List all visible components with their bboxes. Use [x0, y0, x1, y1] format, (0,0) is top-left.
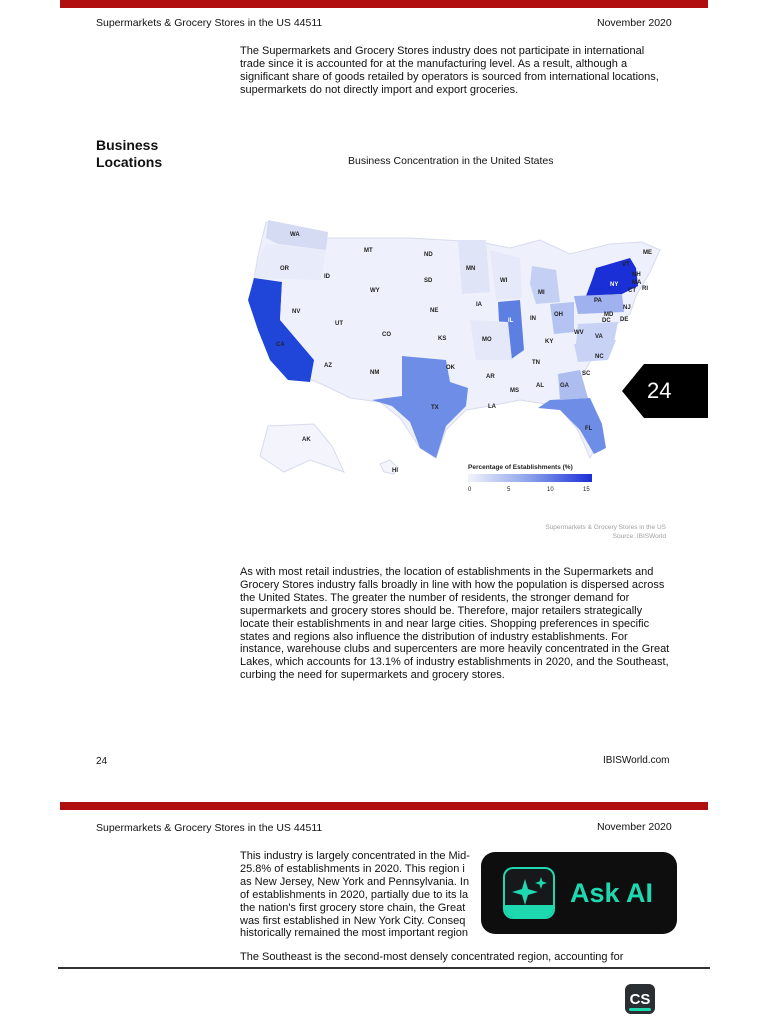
page-header-title: Supermarkets & Grocery Stores in the US 44511: [96, 17, 323, 29]
label-md: MD: [604, 312, 614, 318]
page2-line: 25.8% of establishments in 2020. This region i: [240, 862, 465, 875]
map-source-line1: Supermarkets & Grocery Stores in the US: [545, 524, 666, 531]
page2-line: historically remained the most important region: [240, 927, 469, 940]
label-ny: NY: [610, 282, 619, 288]
locations-paragraph: As with most retail industries, the location of establishments in the Supermarkets and Grocery Stores industry falls broadly in line with how the population is dispersed across the United States. The greater the number of residents, the stronger demand for supermarkets and grocery stores should be. Therefore, major retailers strategically locate their establishments in and near large cities. Shopping preferences in specific states and regions also influence the distribution of industry establishments. For instance, warehouse clubs and supercenters are more heavily concentrated in the Great Lakes, which accounts for 13.1% of industry establishments in 2020, and the Southeast, curbing the need for supermarkets and grocery stores.: [240, 566, 670, 682]
us-business-concentration-map: [240, 210, 670, 500]
state-pa: [574, 294, 624, 314]
label-il: IL: [508, 318, 514, 324]
page2-line: the nation's first grocery store chain, the Great: [240, 901, 466, 914]
page-header-date: November 2020: [597, 17, 672, 29]
label-oh: OH: [554, 312, 563, 318]
page2-next-paragraph: The Southeast is the second-most densely concentrated region, accounting for: [240, 951, 624, 963]
label-va: VA: [595, 334, 603, 340]
ask-ai-label: Ask AI: [570, 877, 654, 908]
label-nd: ND: [424, 252, 433, 258]
label-al: AL: [536, 383, 544, 389]
label-sc: SC: [582, 371, 591, 377]
legend-tick: 10: [547, 487, 554, 493]
label-mt: MT: [364, 248, 373, 254]
label-in: IN: [530, 316, 536, 322]
ask-ai-button[interactable]: [481, 852, 677, 934]
label-ky: KY: [545, 339, 554, 345]
label-ne: NE: [430, 308, 439, 314]
legend-color-scale: [468, 474, 592, 482]
label-az: AZ: [324, 363, 332, 369]
page2-line: as New Jersey, New York and Pennsylvania. In: [240, 875, 470, 888]
label-ar: AR: [486, 374, 495, 380]
label-sd: SD: [424, 278, 433, 284]
label-ms: MS: [510, 388, 519, 394]
label-ks: KS: [438, 336, 447, 342]
label-id: ID: [324, 274, 330, 280]
label-ri: RI: [642, 286, 648, 292]
label-co: CO: [382, 332, 391, 338]
label-nv: NV: [292, 309, 301, 315]
label-ca: CA: [276, 342, 285, 348]
label-nm: NM: [370, 370, 380, 376]
label-la: LA: [488, 404, 496, 410]
label-mo: MO: [482, 337, 492, 343]
state-or: [254, 244, 326, 280]
label-ok: OK: [446, 365, 455, 371]
label-me: ME: [643, 250, 652, 256]
footer-site: IBISWorld.com: [603, 755, 670, 766]
label-ma: MA: [632, 280, 642, 286]
state-ak: [260, 424, 344, 472]
sparkle-icon: [503, 867, 555, 919]
label-wi: WI: [500, 278, 508, 284]
page2-header-date: November 2020: [597, 821, 672, 833]
page2-header-title: Supermarkets & Grocery Stores in the US 44511: [96, 822, 323, 834]
label-nc: NC: [595, 354, 604, 360]
label-wy: WY: [370, 288, 380, 294]
label-mi: MI: [538, 290, 545, 296]
legend-title: Percentage of Establishments (%): [468, 464, 573, 471]
legend-tick: 15: [583, 487, 590, 493]
label-ct: CT: [628, 288, 636, 294]
state-fl: [538, 398, 606, 454]
label-nj: NJ: [623, 305, 631, 311]
label-fl: FL: [585, 426, 593, 432]
label-de: DE: [620, 317, 629, 323]
legend-tick: 0: [468, 487, 472, 493]
label-hi: HI: [392, 468, 398, 474]
label-wv: WV: [574, 330, 584, 336]
label-pa: PA: [594, 298, 602, 304]
label-ut: UT: [335, 321, 343, 327]
footer-page-number: 24: [96, 756, 108, 767]
label-wa: WA: [290, 232, 300, 238]
camscanner-logo-icon[interactable]: CS: [625, 984, 655, 1014]
section-title: Business Locations: [96, 137, 163, 170]
state-oh: [550, 302, 574, 334]
label-vt: VT: [622, 262, 630, 268]
viewer-bottom-divider: [58, 967, 710, 969]
legend-tick: 5: [507, 487, 511, 493]
page2-line: of establishments in 2020, partially due to its la: [240, 888, 469, 901]
page-top-red-bar: [60, 0, 708, 8]
map-source-line2: Source: IBISWorld: [612, 533, 666, 540]
page2-line: This industry is largely concentrated in the Mid-: [240, 850, 470, 862]
label-tx: TX: [431, 405, 439, 411]
label-ia: IA: [476, 302, 482, 308]
page2-top-red-bar: [60, 802, 708, 810]
map-title: Business Concentration in the United States: [348, 155, 554, 167]
label-dc: DC: [602, 318, 611, 324]
label-ga: GA: [560, 383, 569, 389]
intro-paragraph: The Supermarkets and Grocery Stores industry does not participate in international trade since it is accounted for at the manufacturing level. As a result, although a significant share of goods retailed by operators is sourced from international locations, supermarkets do not directly import and export groceries.: [240, 45, 659, 96]
label-nh: NH: [632, 272, 641, 278]
state-mi: [530, 266, 560, 304]
map-source: [545, 523, 666, 541]
page2-line: was first established in New York City. Conseq: [240, 914, 466, 927]
label-or: OR: [280, 266, 289, 272]
label-mn: MN: [466, 266, 476, 272]
page-number-badge-label: 24: [647, 378, 672, 403]
label-ak: AK: [302, 437, 311, 443]
label-tn: TN: [532, 360, 540, 366]
